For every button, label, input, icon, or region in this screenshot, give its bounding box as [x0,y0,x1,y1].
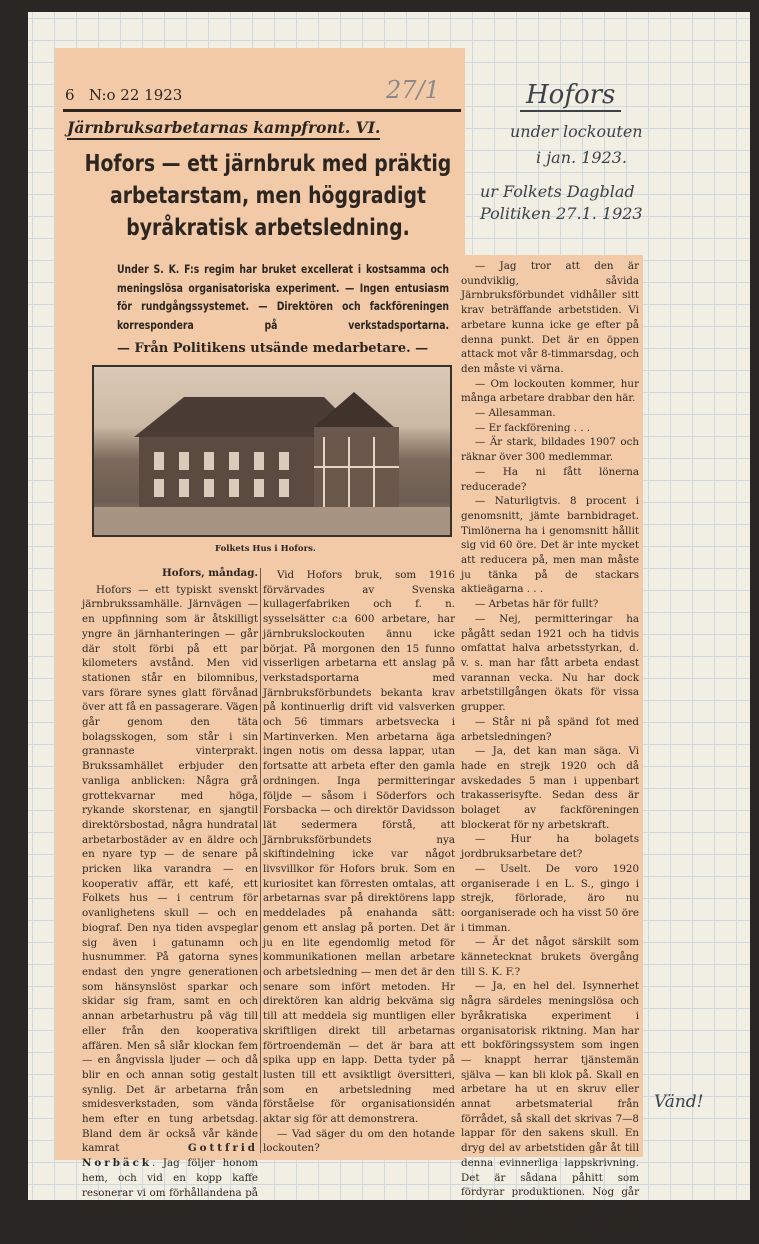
handwritten-line-4: Politiken 27.1. 1923 [480,204,643,223]
page-number: 6 [65,86,75,104]
paragraph: — Er fackförening . . . [475,421,591,434]
newspaper-clipping-continuation [455,255,643,1243]
issue-line [65,86,182,104]
deck: Under S. K. F:s regim har bruket excellerat i kostsamma och meningslösa organisatoriska experiment. — Ingen entusiasm för rundgångssystemet. — Direktören och fackföreningen korrespondera på verkstadsportarna. [117,263,449,332]
paragraph: — Är stark, bildades 1907 och räknar över 300 medlemmar. [461,436,639,464]
handwritten-line-1: under lockouten [510,122,643,141]
paragraph: — Nej, permitteringar ha pågått sedan 1921 och ha tidvis omfattat halva arbetsstyrkan, d. v. s. man har fått arbeta endast varannan vecka. Nu har dock arbetstillgången ökats för vissa grupper. [461,612,639,714]
paragraph: Hofors — ett typiskt svenskt järnbrukssamhälle. Järnvägen — en uppfinning som är åtskilligt yngre än järnhanteringen — går där stolt förbi på ett par kilometers avstånd. Men vid stationen står en bilomnibus, vars förare synes glatt förvånad över att få en passagerare. Vägen går genom den täta bolagsskogen, som står i sin grannaste vinterprakt. Brukssamhället erbjuder den vanliga anblicken: Några grå grottekvarnar med höga, rykande skorstenar, en sjangtil direktörsbostad, några hundratal arbetarbostäder av en äldre och en nyare typ — de senare på pricken lika varandra — en kooperativ affär, ett kafé, ett Folkets hus — i centrum för ovanlighetens skull — och en biograf. Den nya tiden avspeglar sig även i gatunamn och husnummer. På gatorna synes endast den yngre generationen som hänsynslöst sparkar och skidar sig fram, samt en och annan arbetarhustru på väg till eller från den kooperativa affären. Men så slår klockan fem — en ångvissla ljuder — och då blir en och annan sotig gestalt synlig. Det är arbetarna från smidesverkstaden, som vända hem efter en tung arbetsdag. Bland dem är också vår kände kamrat Gottfrid Norbäck. Jag följer honom hem, och vid en kopp kaffe resonerar vi om förhållandena på denna bolagsdomän. [82,583,258,1214]
dateline: Hofors, måndag. [162,567,258,579]
article-column-1 [82,566,258,1215]
column-rule [260,568,261,1153]
house-illustration [94,367,450,535]
paragraph: — Allesamman. [475,407,556,420]
paragraph: — Står ni på spänd fot med arbetsledningen? [461,715,639,743]
header-rule [63,109,461,112]
paragraph: — Ha ni fått lönerna reducerade? [461,465,639,493]
article-column-2 [263,568,455,1156]
newspaper-clipping-main [55,48,465,1214]
paragraph: — Är det något särskilt som kännetecknat brukets övergång till S. K. F.? [461,936,639,978]
photo-caption: Folkets Hus i Hofors. [215,544,316,554]
paragraph: — Arbetas här för fullt? [475,598,599,611]
article-column-3 [461,259,639,1244]
handwritten-turn-over: Vänd! [654,1092,704,1112]
issue-number: N:o 22 1923 [88,86,183,104]
handwritten-date: 27/1 [386,76,440,104]
paragraph: — Vad säger du om den hotande lockouten? [263,1127,455,1155]
notebook-page [28,12,750,1243]
byline: — Från Politikens utsände medarbetare. — [117,341,429,356]
paragraph: — Ja, en hel del. Isynnerhet några särdeles meningslösa och byråkratiska experiment i organisatorisk riktning. Man har ett bokföringssystem som ingen — knappt herrar tjänstemän själva — kan bli klok på. Skall en arbetare ha ut en skruv eller annat arbetsmaterial från förrådet, så skall det skrivas 7—8 lappar för den sakens skull. En dryg del av arbetstiden går åt till denna evinnerliga lappskrivning. Det är sådana påhitt som fördyrar produktionen. Nog går det att åvägabringa den nödvändiga kontrollen utan så där mycket byråkratisk! [461,980,639,1243]
paragraph: — Om lockouten kommer, hur många arbetare drabbar den här. [461,377,639,405]
headline: Hofors — ett järnbruk med präktig arbetarstam, men höggradigt byråkratisk arbetsledning. [84,151,452,241]
paragraph: Vid Hofors bruk, som 1916 förvärvades av Svenska kullagerfabriken och f. n. sysselsätter c:a 600 arbetare, har järnbrukslockouten ännu icke börjat. På morgonen den 15 funno visserligen arbetarna ett anslag på verkstadsportarna med Järnbruksförbundets bekanta krav på kontinuerlig drift vid valsverken och 56 timmars arbetsvecka i Martinverken. Men arbetarna äga ingen notis om dessa lappar, utan fortsatte att arbeta efter den gamla ordningen. Inga permitteringar följde — såsom i Söderfors och Forsbacka — och direktör Davidsson lät sedermera förstå, att Järnbruksförbundets nya skiftindelning icke var något livsvillkor för Hofors bruk. Som en kuriositet kan förresten omtalas, att arbetarnas svar på direktörens lapp meddelades på enahanda sätt: genom ett anslag på porten. Det är ju en lite egendomlig metod för kommunikationen mellan arbetare och arbetsledning — men det är den senare som infört metoden. Hr direktören kan aldrig bekväma sig till att meddela sig muntligen eller skriftligen direkt till arbetarnas förtroendemän — det är bara att spika upp en lapp. Detta tyder på lusten till ett avsiktligt översitteri, som en arbetsledning med förståelse för organisationsidén aktar sig för att demonstrera. [263,569,455,1126]
handwritten-line-3: ur Folkets Dagblad [480,182,635,201]
handwritten-title: Hofors [520,80,621,112]
series-kicker: Järnbruksarbetarnas kampfront. VI. [67,118,380,140]
paragraph: — Ja, det kan man säga. Vi hade en strejk 1920 och då avskedades 5 man i uppenbart trakasserisyfte. Sedan dess är bolaget av fackföreningen blockerat för ny arbetskraft. [461,745,639,831]
paragraph: — Uselt. De voro 1920 organiserade i en L. S., gingo i strejk, förlorade, äro nu oorganiserade och ha visst 50 öre i timman. [461,862,639,934]
photo-folkets-hus [92,365,452,537]
paragraph: — Naturligtvis. 8 procent i genomsnitt, jämte barnbidraget. Timlönerna ha i genomsnitt hållit sig vid 60 öre. Det är inte mycket att reducera på, men man måste ju tänka på de stackars aktieägarna . . . [461,495,639,596]
name-gottfrid-norback: Gottfrid Norbäck [82,1142,258,1170]
paragraph: — Jag tror att den är oundviklig, såvida Järnbruksförbundet vidhåller sitt krav beträffande arbetstiden. Vi arbetare kunna icke ge efter på denna punkt. Det är en öppen attack mot vår 8-timmarsdag, och den måste vi värna. [461,260,639,375]
paragraph: — Hur ha bolagets jordbruksarbetare det? [461,833,639,861]
handwritten-line-2: i jan. 1923. [536,148,627,167]
